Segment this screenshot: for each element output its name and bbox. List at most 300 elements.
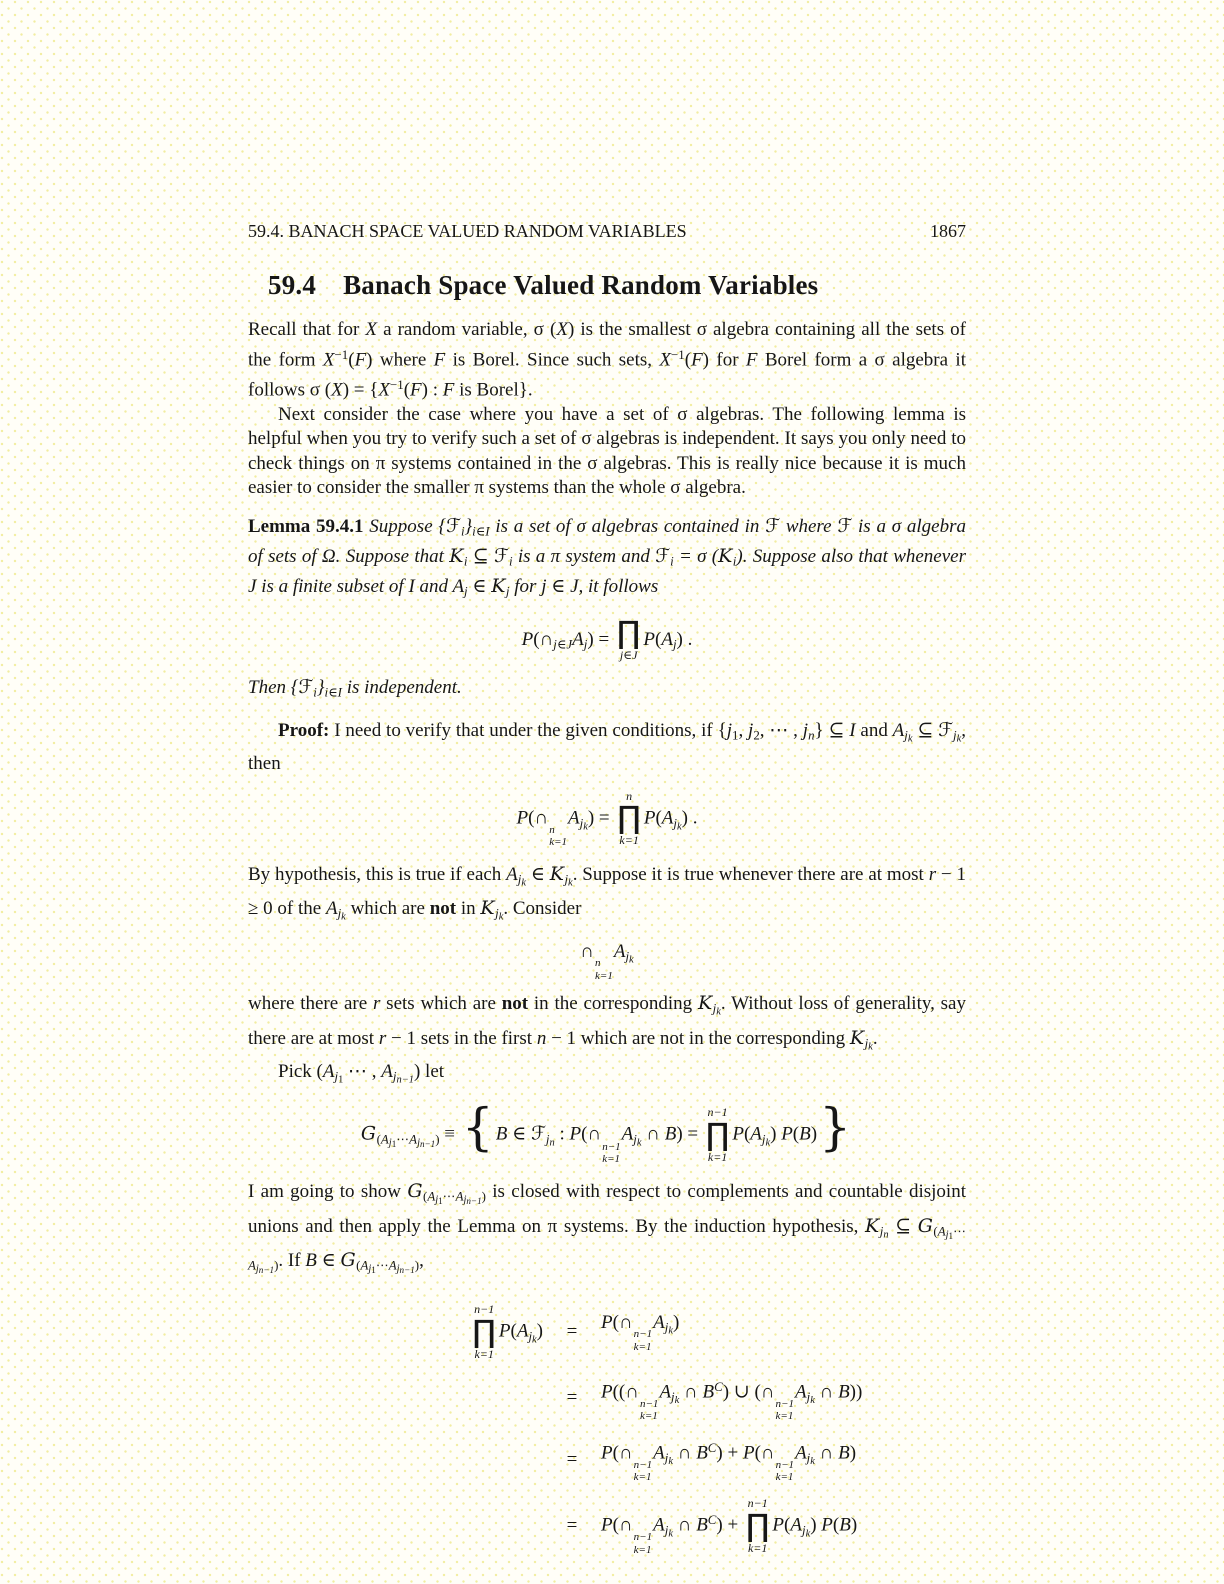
operator-lower-limit: k=1	[474, 1346, 494, 1361]
text-run: and	[414, 576, 453, 598]
text-run: j	[505, 584, 510, 600]
text-run: k	[568, 877, 573, 889]
text-run: j	[633, 1131, 637, 1147]
text-run: (	[403, 379, 411, 401]
text-run: ℱ	[446, 515, 461, 538]
text-run: ∩	[672, 1514, 697, 1536]
text-run: ) :	[421, 379, 443, 401]
text-run: A	[506, 864, 518, 886]
text-run: k	[668, 1528, 673, 1540]
text-run: j	[583, 636, 588, 652]
text-run: . If	[278, 1250, 306, 1272]
text-run: ) .	[676, 628, 693, 650]
text-run: A	[248, 1257, 256, 1273]
text-run: ∩	[587, 1124, 602, 1146]
text-run: G	[360, 1123, 377, 1146]
text-run: −1	[671, 346, 685, 362]
text-run: A	[621, 1124, 634, 1146]
text-run: (	[356, 1257, 361, 1273]
text-run: j	[417, 1137, 420, 1149]
text-run: j∈J	[553, 636, 573, 652]
text-run: K	[480, 897, 496, 920]
text-run: )	[810, 1514, 822, 1536]
text-run: i∈I	[324, 685, 342, 701]
text-run: n−1	[396, 1074, 414, 1086]
text-run: I need to verify that under the given conditions, if {	[329, 719, 727, 741]
text-run: C	[714, 1378, 723, 1394]
text-run: ,	[738, 719, 749, 741]
text-run: where there are	[248, 993, 373, 1015]
text-run: i	[670, 553, 674, 569]
text-run: k	[629, 954, 634, 966]
text-run: B	[799, 1124, 811, 1146]
align-rhs	[601, 1311, 966, 1354]
subscript: k=1	[775, 1471, 794, 1484]
product-symbol: ∏	[705, 1117, 730, 1154]
text-run: k	[810, 1394, 815, 1406]
text-run: ) is the smallest σ algebra containing all the sets of the form	[248, 319, 966, 371]
text-run: ) let	[413, 1061, 445, 1083]
paragraph-going-to-show	[248, 1179, 966, 1283]
text-run: ∩	[580, 940, 595, 962]
text-run: K	[718, 545, 733, 568]
text-run: ∩	[814, 1442, 839, 1464]
text-run: P	[742, 1442, 755, 1464]
script-stack	[640, 1398, 658, 1423]
text-run: j	[801, 1522, 806, 1538]
equals-sign: =	[566, 1515, 578, 1537]
equals-sign: =	[566, 1448, 578, 1470]
text-run: k	[341, 912, 346, 924]
document-body	[248, 318, 966, 1557]
text-run: where	[780, 516, 838, 538]
superscript: n−1	[775, 1397, 794, 1410]
text-run: K	[549, 863, 565, 886]
paragraph-recall	[248, 318, 966, 403]
text-run: k	[716, 1007, 721, 1019]
text-run: ∈	[467, 576, 492, 598]
text-run: 1	[338, 1074, 344, 1086]
text-run: i	[508, 553, 513, 569]
script-stack	[549, 824, 567, 849]
text-run: P	[521, 628, 534, 650]
text-run: )	[672, 1311, 680, 1333]
superscript: n−1	[633, 1531, 653, 1544]
text-run: )	[850, 1514, 858, 1536]
text-run: (	[581, 1124, 588, 1146]
text-run: ) for	[702, 349, 746, 371]
operator-upper-limit: n−1	[747, 1496, 768, 1511]
text-run: {	[461, 1097, 494, 1157]
text-run: is independent.	[341, 677, 462, 699]
text-run: k	[636, 1137, 642, 1149]
big-operator	[472, 1303, 495, 1362]
text-run: ∩	[625, 1381, 639, 1403]
text-run: ((	[612, 1381, 626, 1403]
align-rhs	[601, 1436, 966, 1484]
text-run: {	[290, 677, 299, 699]
text-run: j	[953, 727, 957, 743]
text-run: j	[712, 1001, 717, 1017]
text-run: . Without loss of generality, say there are at most	[248, 993, 966, 1049]
text-run: ∩	[760, 1442, 775, 1464]
text-run: n−1	[399, 1265, 415, 1276]
text-run: ) =	[587, 628, 614, 650]
text-run: a random variable, σ (	[377, 319, 557, 340]
text-run: n−1	[419, 1139, 436, 1150]
text-run: X	[556, 319, 568, 340]
superscript: n−1	[633, 1458, 653, 1471]
text-run: sets which are	[380, 993, 502, 1015]
paragraph-where-there-are	[248, 991, 966, 1060]
text-run: K	[449, 545, 464, 568]
equation-intersection	[248, 940, 966, 983]
text-run: )	[435, 1131, 440, 1147]
text-run: is a π system and	[512, 546, 656, 568]
text-run: A	[568, 807, 580, 829]
text-run: }	[819, 1097, 852, 1157]
text-run: k	[810, 1456, 815, 1468]
script-stack	[776, 1398, 794, 1423]
text-run: k	[868, 1041, 873, 1053]
text-run: ) = {	[342, 379, 379, 401]
text-run: G	[340, 1249, 357, 1272]
text-run: )	[770, 1124, 782, 1146]
operator-lower-limit: k=1	[747, 1540, 768, 1555]
text-run: k	[674, 1394, 680, 1406]
text-run: j	[396, 1264, 400, 1276]
text-run: F	[442, 379, 455, 401]
text-run: in	[456, 898, 481, 920]
text-run: A	[653, 1442, 665, 1464]
text-run: X	[331, 379, 343, 401]
text-run: ⋯	[396, 1131, 410, 1147]
text-run: r	[372, 993, 381, 1015]
text-run: (	[612, 1442, 619, 1464]
text-run: j	[664, 1319, 669, 1335]
text-run: By hypothesis, this is true if each	[248, 864, 507, 886]
text-run: , it follows	[578, 576, 659, 598]
text-run: X	[378, 379, 390, 401]
text-run: (	[528, 807, 535, 829]
text-run: ℱ	[837, 515, 853, 538]
text-run: (	[612, 1514, 619, 1536]
text-run: I	[408, 576, 415, 598]
text-run: K	[697, 992, 713, 1015]
align-rhs	[601, 1375, 966, 1423]
text-run: k	[498, 912, 504, 924]
running-header	[248, 221, 966, 241]
document-page	[248, 221, 966, 1557]
script-stack	[776, 1459, 794, 1484]
equals-sign: =	[566, 1387, 578, 1409]
script-stack	[634, 1328, 652, 1353]
text-run: )	[536, 1320, 543, 1342]
text-run: j	[495, 905, 499, 921]
text-run: (	[510, 1320, 517, 1342]
text-run: j	[517, 871, 522, 887]
text-run: Next consider the case where you have a set of σ algebras. The following lemma is helpful when you try to verify such a set of σ algebras is independent. It says you only need to check things on π systems contained in the σ algebras. This is really nice because it is much easier to consider the smaller π systems than the whole σ algebra.	[248, 403, 966, 499]
superscript: n−1	[602, 1140, 621, 1153]
text-run: P	[498, 1320, 511, 1342]
text-run: not	[501, 993, 529, 1015]
subscript: k=1	[595, 969, 613, 982]
text-run: j	[564, 871, 569, 887]
text-run: F	[745, 349, 758, 371]
text-run: ⋯ ,	[343, 1061, 382, 1083]
text-run: (	[684, 349, 692, 371]
text-run: A	[516, 1320, 529, 1342]
product-symbol: ∏	[616, 614, 641, 651]
subscript: k=1	[549, 836, 567, 849]
text-run: (	[754, 1442, 761, 1464]
text-run: Borel form a σ algebra it follows σ (	[248, 349, 966, 401]
text-run: )	[481, 1188, 486, 1204]
text-run: ⊆	[912, 719, 939, 741]
text-run: and	[855, 719, 893, 741]
text-run: C	[707, 1512, 717, 1528]
text-run: j	[673, 814, 677, 830]
text-run: Proof:	[278, 719, 330, 741]
text-run: n	[883, 1229, 889, 1241]
text-run: ∩	[679, 1381, 703, 1403]
text-run: j	[879, 1223, 884, 1239]
section-number: 59.4	[268, 270, 317, 300]
text-run: ) +	[716, 1442, 743, 1464]
text-run: ℱ	[530, 1123, 546, 1146]
text-run: j	[255, 1264, 259, 1276]
text-run: A	[322, 1061, 335, 1083]
big-operator	[706, 1106, 729, 1165]
text-run: A	[653, 1311, 665, 1333]
text-run: ). Suppose also that whenever	[736, 546, 966, 568]
text-run: A	[937, 1223, 946, 1239]
text-run: (	[423, 1188, 428, 1204]
text-run: (	[832, 1514, 840, 1536]
operator-lower-limit: k=1	[619, 833, 639, 848]
text-run: A	[750, 1124, 762, 1146]
text-run: B	[696, 1442, 708, 1464]
text-run: k	[668, 1325, 673, 1337]
text-run: ∩	[618, 1514, 633, 1536]
align-lhs	[248, 1303, 543, 1362]
text-run: Recall that for	[248, 319, 366, 340]
text-run: (	[655, 628, 662, 650]
text-run: (	[792, 1124, 800, 1146]
text-run: ∩	[534, 807, 549, 829]
text-run: j	[664, 1522, 669, 1538]
text-run: i	[460, 523, 465, 539]
text-run: ∩	[641, 1124, 665, 1146]
operator-upper-limit: n	[626, 788, 633, 803]
text-run: ))	[849, 1381, 863, 1403]
page-number: 1867	[930, 221, 966, 241]
text-run: P	[821, 1514, 833, 1536]
text-run: B	[664, 1124, 677, 1146]
text-run: j	[337, 905, 342, 921]
text-run: j	[748, 719, 754, 741]
text-run: G	[407, 1179, 423, 1202]
text-run: ℱ	[655, 545, 671, 568]
text-run: K	[849, 1026, 865, 1049]
superscript: n−1	[633, 1328, 653, 1341]
text-run: J	[570, 576, 579, 598]
text-run: which are	[345, 898, 430, 920]
text-run: i	[463, 553, 468, 569]
text-run: P	[601, 1311, 613, 1333]
text-run: P	[601, 1381, 613, 1403]
text-run: A	[388, 1257, 397, 1273]
text-run: 1	[731, 727, 739, 743]
text-run: A	[455, 1188, 464, 1204]
text-run: j	[545, 1131, 550, 1147]
text-run: B	[839, 1514, 851, 1536]
text-run: )	[849, 1442, 857, 1464]
text-run: − 1 sets in the first	[386, 1027, 537, 1049]
subscript: k=1	[633, 1543, 652, 1556]
text-run: n	[536, 1027, 547, 1049]
subscript: k=1	[640, 1410, 658, 1423]
equation-G-definition	[248, 1097, 966, 1166]
text-run: A	[661, 628, 673, 650]
subscript: k=1	[775, 1410, 794, 1423]
text-run: n	[808, 727, 815, 743]
text-run: j	[334, 1068, 339, 1084]
text-run: A	[409, 1131, 418, 1147]
text-run: A	[325, 898, 338, 920]
text-run: .	[872, 1027, 878, 1049]
text-run: A	[790, 1514, 802, 1536]
operator-upper-limit: n−1	[707, 1105, 728, 1120]
lemma-conclusion	[248, 675, 966, 705]
text-run: ∩	[814, 1381, 839, 1403]
paragraph-by-hypothesis	[248, 862, 966, 931]
text-run: P	[732, 1124, 744, 1146]
text-run: (	[655, 807, 662, 829]
text-run: K	[865, 1214, 880, 1237]
text-run: n	[549, 1137, 555, 1149]
text-run: ⋯	[442, 1188, 456, 1204]
product-symbol: ∏	[472, 1313, 496, 1350]
text-run: B	[495, 1124, 508, 1146]
text-run: A	[892, 719, 905, 741]
lemma-statement	[248, 514, 966, 605]
text-run: j	[806, 1449, 811, 1465]
text-run: ∈	[546, 576, 571, 598]
text-run: ∈	[507, 1124, 531, 1146]
text-run: (	[784, 1514, 791, 1536]
text-run: k	[956, 733, 962, 745]
text-run: (	[376, 1131, 381, 1147]
text-run: :	[554, 1124, 570, 1146]
proof-intro	[248, 718, 966, 777]
text-run: P	[643, 628, 655, 650]
text-run: P	[781, 1124, 793, 1146]
text-run: ) .	[681, 807, 698, 829]
product-symbol: ∏	[617, 800, 641, 837]
text-run: j	[806, 1388, 811, 1404]
text-run: Lemma 59.4.1	[248, 516, 364, 538]
text-run: i	[313, 685, 317, 701]
text-run: − 1 which are not in the corresponding	[546, 1027, 850, 1049]
equation-array	[248, 1303, 966, 1557]
text-run: 1	[438, 1196, 443, 1206]
text-run: j	[541, 576, 547, 598]
product-symbol: ∏	[745, 1507, 770, 1544]
text-run: is a set of σ algebras contained in	[489, 516, 766, 538]
superscript: n	[549, 823, 555, 836]
text-run: ℱ	[765, 515, 781, 538]
text-run: A	[795, 1442, 807, 1464]
text-run: (	[348, 349, 355, 371]
superscript: n−1	[775, 1458, 795, 1471]
text-run: j	[368, 1264, 372, 1276]
text-run: B	[838, 1442, 850, 1464]
text-run: , then	[248, 719, 967, 774]
big-operator	[746, 1497, 769, 1556]
text-run: j	[463, 1194, 467, 1206]
operator-lower-limit: j∈J	[619, 647, 638, 662]
superscript: n−1	[640, 1397, 659, 1410]
text-run: F	[354, 349, 367, 371]
text-run: X	[659, 349, 671, 371]
text-run: A	[572, 628, 584, 650]
text-run: ⊆	[467, 546, 495, 568]
text-run: A	[653, 1514, 665, 1536]
text-run: (	[743, 1124, 751, 1146]
text-run: X	[365, 319, 377, 340]
text-run: X	[322, 349, 335, 371]
text-run: ℱ	[938, 718, 954, 741]
big-operator	[617, 790, 640, 849]
text-run: j	[672, 636, 677, 652]
text-run: ℱ	[494, 545, 509, 568]
text-run: ℱ	[298, 676, 314, 699]
text-run: ⋯	[375, 1257, 389, 1273]
text-run: F	[691, 349, 703, 371]
text-run: 1	[391, 1139, 397, 1150]
subscript: k=1	[602, 1153, 620, 1166]
text-run: ,	[419, 1250, 424, 1272]
operator-lower-limit: k=1	[707, 1150, 728, 1165]
text-run: , ⋯ ,	[759, 719, 803, 741]
text-run: is closed with respect to complements and countable disjoint unions and then apply the Lemma on π systems. By the induction hypothesis,	[248, 1180, 966, 1237]
text-run: r	[928, 864, 937, 886]
text-run: −1	[389, 376, 404, 392]
text-run: 2	[753, 727, 760, 743]
text-run: k	[907, 733, 913, 745]
text-run: A	[381, 1061, 393, 1083]
text-run: K	[491, 575, 506, 598]
text-run: (	[612, 1311, 619, 1333]
text-run: i∈I	[472, 523, 490, 539]
text-run: ∩	[539, 628, 554, 650]
section-heading	[268, 269, 966, 301]
text-run: j	[761, 1131, 766, 1147]
superscript: n	[595, 957, 601, 970]
text-run: ∈	[316, 1250, 341, 1272]
text-run: −1	[334, 346, 349, 362]
text-run: is a σ algebra of sets of Ω. Suppose that	[248, 516, 966, 568]
text-run: is Borel}.	[454, 379, 533, 401]
text-run: (	[533, 628, 540, 650]
text-run: ∩	[618, 1311, 633, 1333]
paragraph-next-consider	[248, 403, 966, 501]
text-run: j	[904, 727, 908, 743]
subscript: k=1	[633, 1341, 652, 1354]
text-run: ) =	[587, 807, 615, 829]
text-run: )	[810, 1124, 818, 1146]
